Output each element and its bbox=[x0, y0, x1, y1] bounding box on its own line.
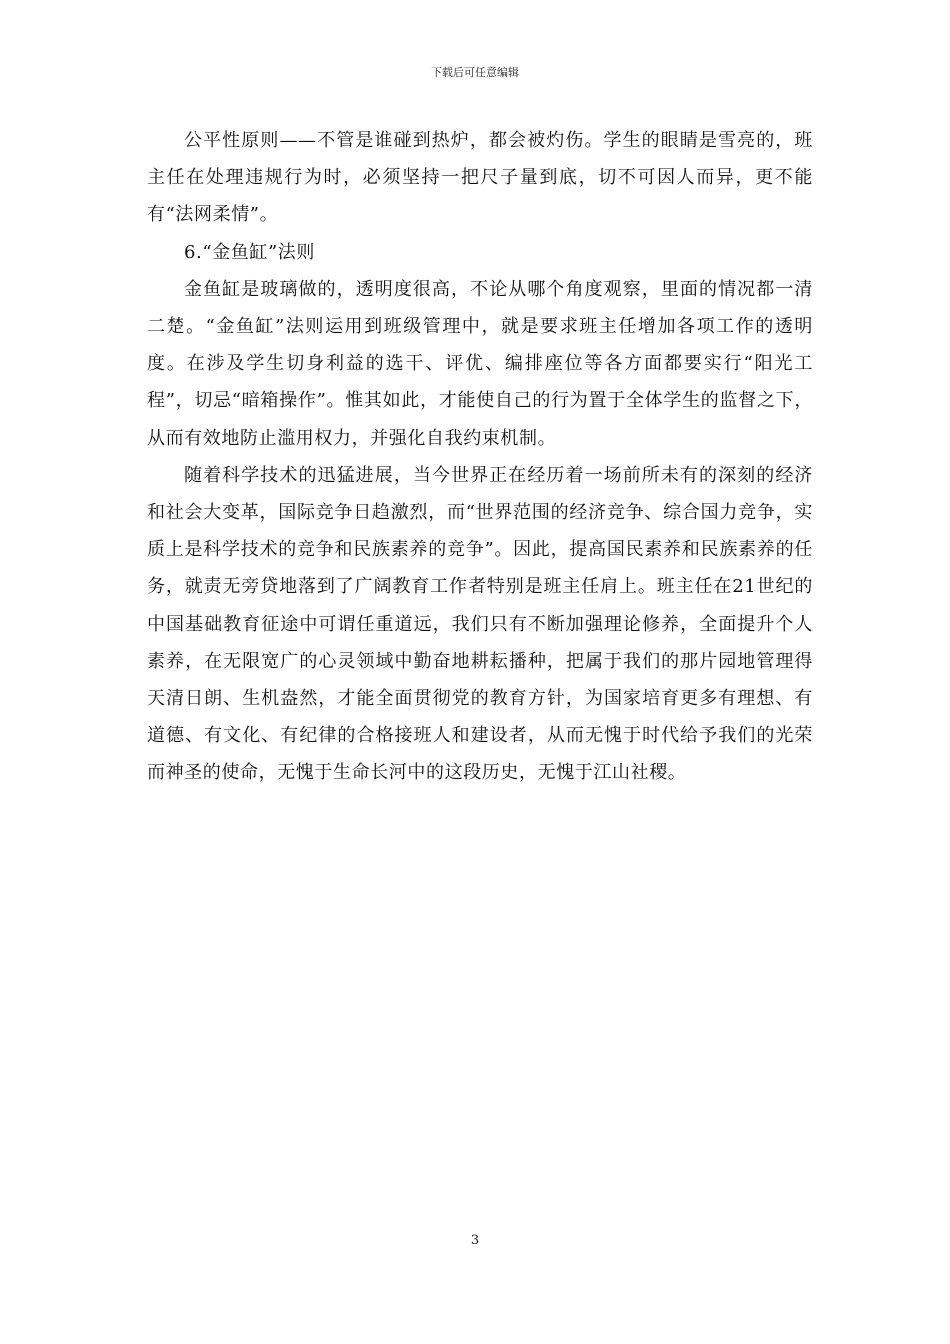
paragraph-conclusion: 随着科学技术的迅猛进展，当今世界正在经历着一场前所未有的深刻的经济和社会大变革，国际竞争日趋激烈，而“世界范围的经济竞争、综合国力竞争，实质上是科学技术的竞争和民族素养的竞争”。因此，提高国民素养和民族素养的任务，就责无旁贷地落到了广阔教育工作者特别是班主任肩上。班主任在21世纪的中国基础教育征途中可谓任重道远，我们只有不断加强理论修养，全面提升个人素养，在无限宽广的心灵领域中勤奋地耕耘播种，把属于我们的那片园地管理得天清日朗、生机盎然，才能全面贯彻党的教育方针，为国家培育更多有理想、有道德、有文化、有纪律的合格接班人和建设者，从而无愧于时代给予我们的光荣而神圣的使命，无愧于生命长河中的这段历史，无愧于江山社稷。 bbox=[147, 464, 813, 784]
paragraph-fairness-principle: 公平性原则——不管是谁碰到热炉，都会被灼伤。学生的眼睛是雪亮的，班主任在处理违规行为时，必须坚持一把尺子量到底，切不可因人而异，更不能有“法网柔情”。 bbox=[147, 130, 813, 226]
page-header: 下载后可任意编辑 bbox=[431, 66, 519, 79]
document-body bbox=[147, 122, 813, 792]
page-number: 3 bbox=[470, 1233, 480, 1248]
paragraph-goldfish-bowl: 金鱼缸是玻璃做的，透明度很高，不论从哪个角度观察，里面的情况都一清二楚。“金鱼缸”法则运用到班级管理中，就是要求班主任增加各项工作的透明度。在涉及学生切身利益的选干、评优、编排座位等各方面都要实行“阳光工程”，切忌“暗箱操作”。惟其如此，才能使自己的行为置于全体学生的监督之下，从而有效地防止滥用权力，并强化自我约束机制。 bbox=[147, 278, 813, 449]
section-heading-goldfish-bowl: 6.“金鱼缸”法则 bbox=[184, 241, 315, 263]
